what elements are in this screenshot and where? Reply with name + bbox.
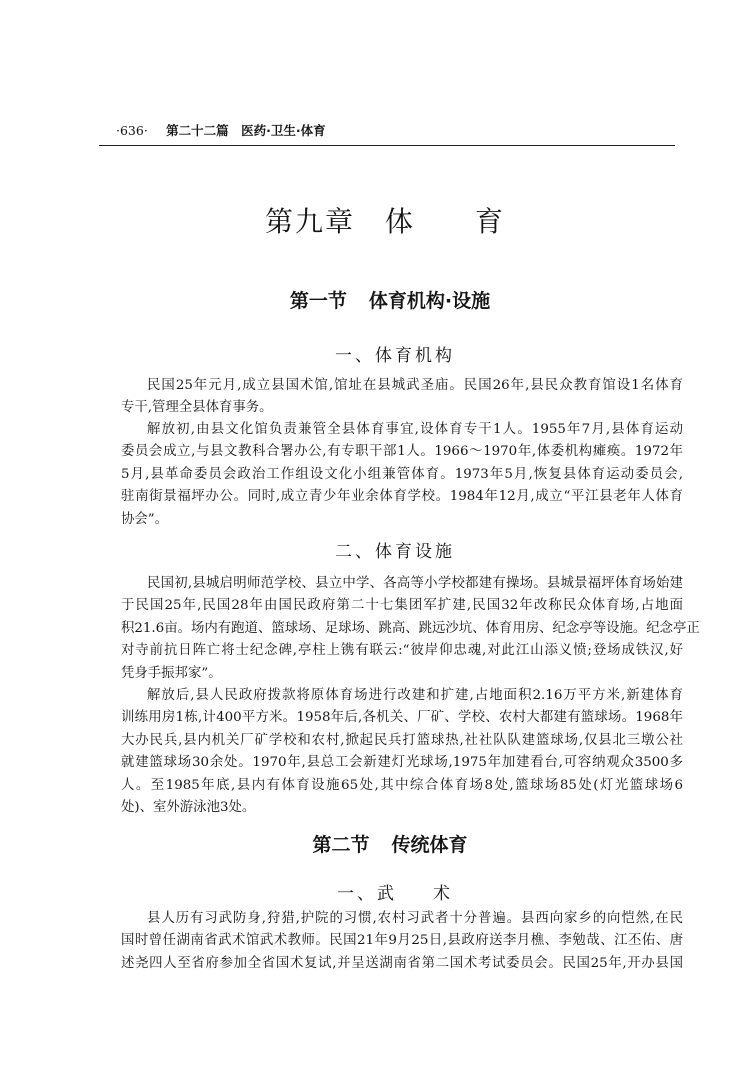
chapter-title-a: 体 <box>384 205 415 238</box>
chapter-title-b: 育 <box>475 205 506 238</box>
header-rule <box>99 145 675 146</box>
part-title: 第二十二篇 医药·卫生·体育 <box>166 123 326 138</box>
paragraph <box>121 908 683 975</box>
paragraph <box>121 685 683 819</box>
text-line: 大办民兵,县内机关厂矿学校和农村,掀起民兵打篮球热,社社队队建篮球场,仅县北三墩公社 <box>121 732 683 748</box>
text-line: 积21.6亩。场内有跑道、篮球场、足球场、跳高、跳远沙坑、体育用房、纪念亭等设施。纪念亭正 <box>121 620 700 636</box>
subsection-title-b: 术 <box>433 884 453 904</box>
text-line: 协会”。 <box>121 511 169 527</box>
paragraph <box>121 375 683 420</box>
page-number: ·636· <box>116 123 148 138</box>
text-line: 民国初,县城启明师范学校、县立中学、各高等小学校都建有操场。县城景福坪体育场始建 <box>147 576 683 591</box>
text-line: 于民国25年,民国28年由国民政府第二十七集团军扩建,民国32年改称民众体育场,占地面 <box>121 598 683 614</box>
text-line: 凭身手振邦家”。 <box>121 665 222 681</box>
text-line: 解放后,县人民政府拨款将原体育场进行改建和扩建,占地面积2.16万平方米,新建体育 <box>147 688 683 703</box>
text-line: 5月,县革命委员会政治工作组设文化小组兼管体育。1973年5月,恢复县体育运动委员会, <box>121 466 683 482</box>
section-title: 体育机构·设施 <box>368 290 491 312</box>
text-line: 处)、室外游泳池3处。 <box>121 800 256 816</box>
text-line: 训练用房1栋,计400平方米。1958年后,各机关、厂矿、学校、农村大都建有篮球场。1968年 <box>121 710 683 726</box>
chapter-title <box>0 200 750 240</box>
text-line: 对寺前抗日阵亡将士纪念碑,亭柱上镌有联云:“彼岸仰忠魂,对此江山添义愤;登场成铁汉,好 <box>121 643 683 659</box>
text-line: 就建篮球场30余处。1970年,县总工会新建灯光球场,1975年加建看台,可容纳观众3500多 <box>121 755 683 771</box>
text-line: 县人历有习武防身,狩猎,护院的习惯,农村习武者十分普遍。县西向家乡的向恺然,在民 <box>147 911 683 926</box>
paragraph <box>121 419 683 531</box>
text-line: 国时曾任湖南省武术馆武术教师。民国21年9月25日,县政府送李月樵、李勉哉、江丕佑、唐 <box>121 933 683 949</box>
subsection-heading <box>0 879 750 904</box>
section-number: 第一节 <box>289 290 347 312</box>
chapter-number: 第九章 <box>264 205 355 238</box>
text-line: 解放初,由县文化馆负责兼管全县体育事宜,设体育专干1人。1955年7月,县体育运动 <box>147 422 683 437</box>
text-line: 述尧四人至省府参加全省国术复试,并呈送湖南省第二国术考试委员会。民国25年,开办县国 <box>121 955 683 971</box>
subsection-heading: 一、体育机构 <box>335 346 455 366</box>
section-heading-1 <box>0 286 750 313</box>
section-title: 传统体育 <box>391 834 468 856</box>
text-line: 民国25年元月,成立县国术馆,馆址在县城武圣庙。民国26年,县民众教育馆设1名体育 <box>147 378 683 393</box>
subsection-title-a: 一、武 <box>337 884 397 904</box>
subsection-heading: 二、体育设施 <box>335 542 455 562</box>
text-line: 委员会成立,与县文教科合署办公,有专职干部1人。1966～1970年,体委机构瘫痪。1972年 <box>121 444 683 460</box>
text-line: 驻南街景福坪办公。同时,成立青少年业余体育学校。1984年12月,成立“平江县老年人体育 <box>121 489 683 505</box>
section-heading-2 <box>0 830 750 857</box>
text-line: 专干,管理全县体育事务。 <box>121 400 273 416</box>
section-number: 第二节 <box>312 834 370 856</box>
paragraph <box>121 573 700 685</box>
running-header <box>116 121 326 139</box>
text-line: 人。至1985年底,县内有体育设施65处,其中综合体育场8处,篮球场85处(灯光篮球场6 <box>121 777 683 793</box>
